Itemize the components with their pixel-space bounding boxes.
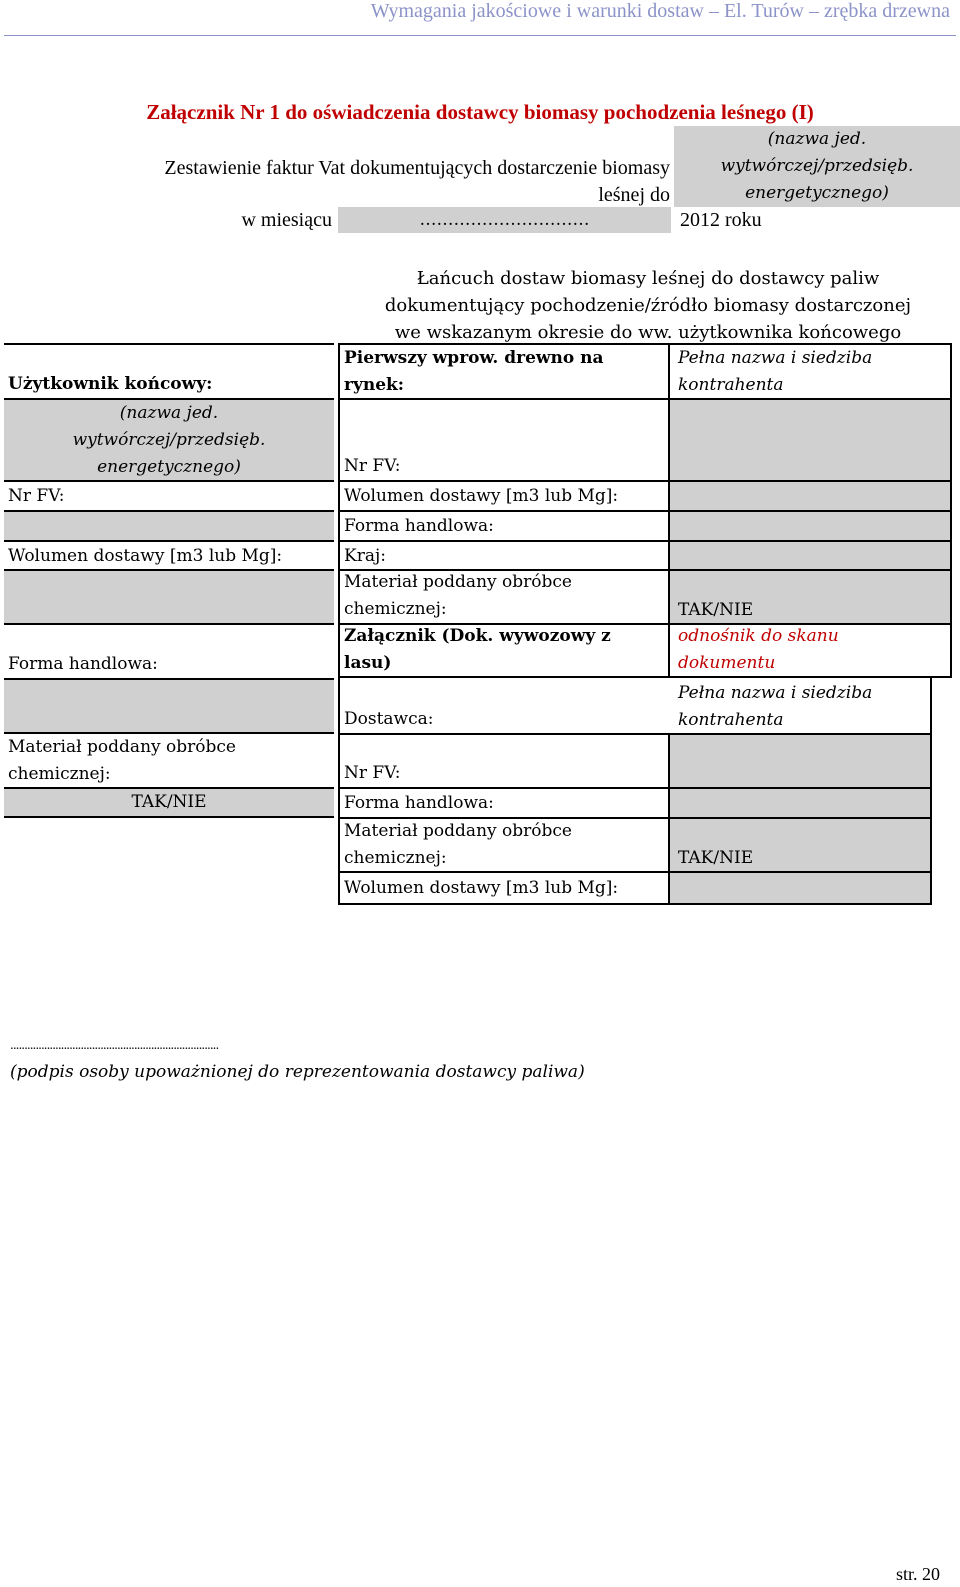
first-market-country-field[interactable] xyxy=(670,542,950,569)
subtitle-line-2: leśnej do xyxy=(598,184,670,206)
first-market-table xyxy=(338,343,952,678)
end-user-treated-field[interactable]: TAK/NIE xyxy=(4,789,334,816)
supplier-volume-field[interactable] xyxy=(670,873,930,903)
end-user-treated-label: Materiał poddany obróbce chemicznej: xyxy=(8,737,236,784)
supplier-treated-field[interactable]: TAK/NIE xyxy=(670,819,930,871)
end-user-table xyxy=(4,343,334,818)
first-market-invoice-label: Nr FV: xyxy=(344,456,401,476)
end-user-invoice-label: Nr FV: xyxy=(8,486,65,506)
header-rule xyxy=(4,35,956,36)
subtitle-block xyxy=(10,128,670,209)
supplier-trade-form-field[interactable] xyxy=(670,789,930,817)
page-number: str. 20 xyxy=(895,1564,940,1584)
recipient-name-field[interactable]: (nazwa jed. wytwórczej/przedsięb. energetycznego) xyxy=(674,126,960,207)
subtitle-line-1: Zestawienie faktur Vat dokumentujących dostarczenie biomasy xyxy=(164,157,670,179)
running-header: Wymagania jakościowe i warunki dostaw – El. Turów – zrębka drzewna xyxy=(370,0,950,22)
first-market-country-label: Kraj: xyxy=(344,546,386,566)
end-user-invoice-field[interactable] xyxy=(4,512,334,540)
supplier-counterparty: Pełna nazwa i siedziba kontrahenta xyxy=(678,683,873,730)
supplier-treated-label: Materiał poddany obróbce chemicznej: xyxy=(344,821,572,868)
supplier-volume-label: Wolumen dostawy [m3 lub Mg]: xyxy=(344,878,619,898)
first-market-title: Pierwszy wprow. drewno na rynek: xyxy=(344,348,604,395)
chain-header-line-3: we wskazanym okresie do ww. użytkownika końcowego xyxy=(394,322,902,343)
first-market-treated-label: Materiał poddany obróbce chemicznej: xyxy=(344,572,572,619)
first-market-attachment-link[interactable]: odnośnik do skanu dokumentu xyxy=(678,626,839,673)
first-market-trade-form-field[interactable] xyxy=(670,512,950,540)
supplier-invoice-label: Nr FV: xyxy=(344,763,401,783)
attachment-title: Załącznik Nr 1 do oświadczenia dostawcy biomasy pochodzenia leśnego (I) xyxy=(146,100,814,124)
month-label: w miesiącu xyxy=(241,209,332,231)
supplier-trade-form-label: Forma handlowa: xyxy=(344,793,494,813)
chain-header-line-2: dokumentujący pochodzenie/źródło biomasy dostarczonej xyxy=(384,295,912,316)
first-market-volume-label: Wolumen dostawy [m3 lub Mg]: xyxy=(344,486,619,506)
first-market-counterparty: Pełna nazwa i siedziba kontrahenta xyxy=(678,348,873,395)
signature-line: .......................................................................... xyxy=(10,1038,219,1052)
end-user-title: Użytkownik końcowy: xyxy=(8,374,213,394)
supplier-table xyxy=(338,678,932,905)
first-market-treated-field[interactable]: TAK/NIE xyxy=(670,571,950,623)
month-field[interactable]: ………………………… xyxy=(338,207,671,233)
chain-header-line-1: Łańcuch dostaw biomasy leśnej do dostawcy paliw xyxy=(416,268,880,289)
supplier-invoice-field[interactable] xyxy=(670,735,930,787)
end-user-name-field[interactable]: (nazwa jed. wytwórczej/przedsięb. energetycznego) xyxy=(4,400,334,480)
first-market-invoice-field[interactable] xyxy=(670,400,950,480)
first-market-attachment-label: Załącznik (Dok. wywozowy z lasu) xyxy=(344,626,611,673)
chain-header xyxy=(348,265,948,346)
end-user-trade-form-field[interactable] xyxy=(4,680,334,732)
supplier-label: Dostawca: xyxy=(344,709,434,729)
signature-label: (podpis osoby upoważnionej do reprezentowania dostawcy paliwa) xyxy=(10,1062,585,1082)
year-label: 2012 roku xyxy=(680,209,762,231)
end-user-volume-field[interactable] xyxy=(4,571,334,623)
first-market-volume-field[interactable] xyxy=(670,482,950,510)
end-user-volume-label: Wolumen dostawy [m3 lub Mg]: xyxy=(8,546,283,566)
end-user-trade-form-label: Forma handlowa: xyxy=(8,654,158,674)
first-market-trade-form-label: Forma handlowa: xyxy=(344,516,494,536)
